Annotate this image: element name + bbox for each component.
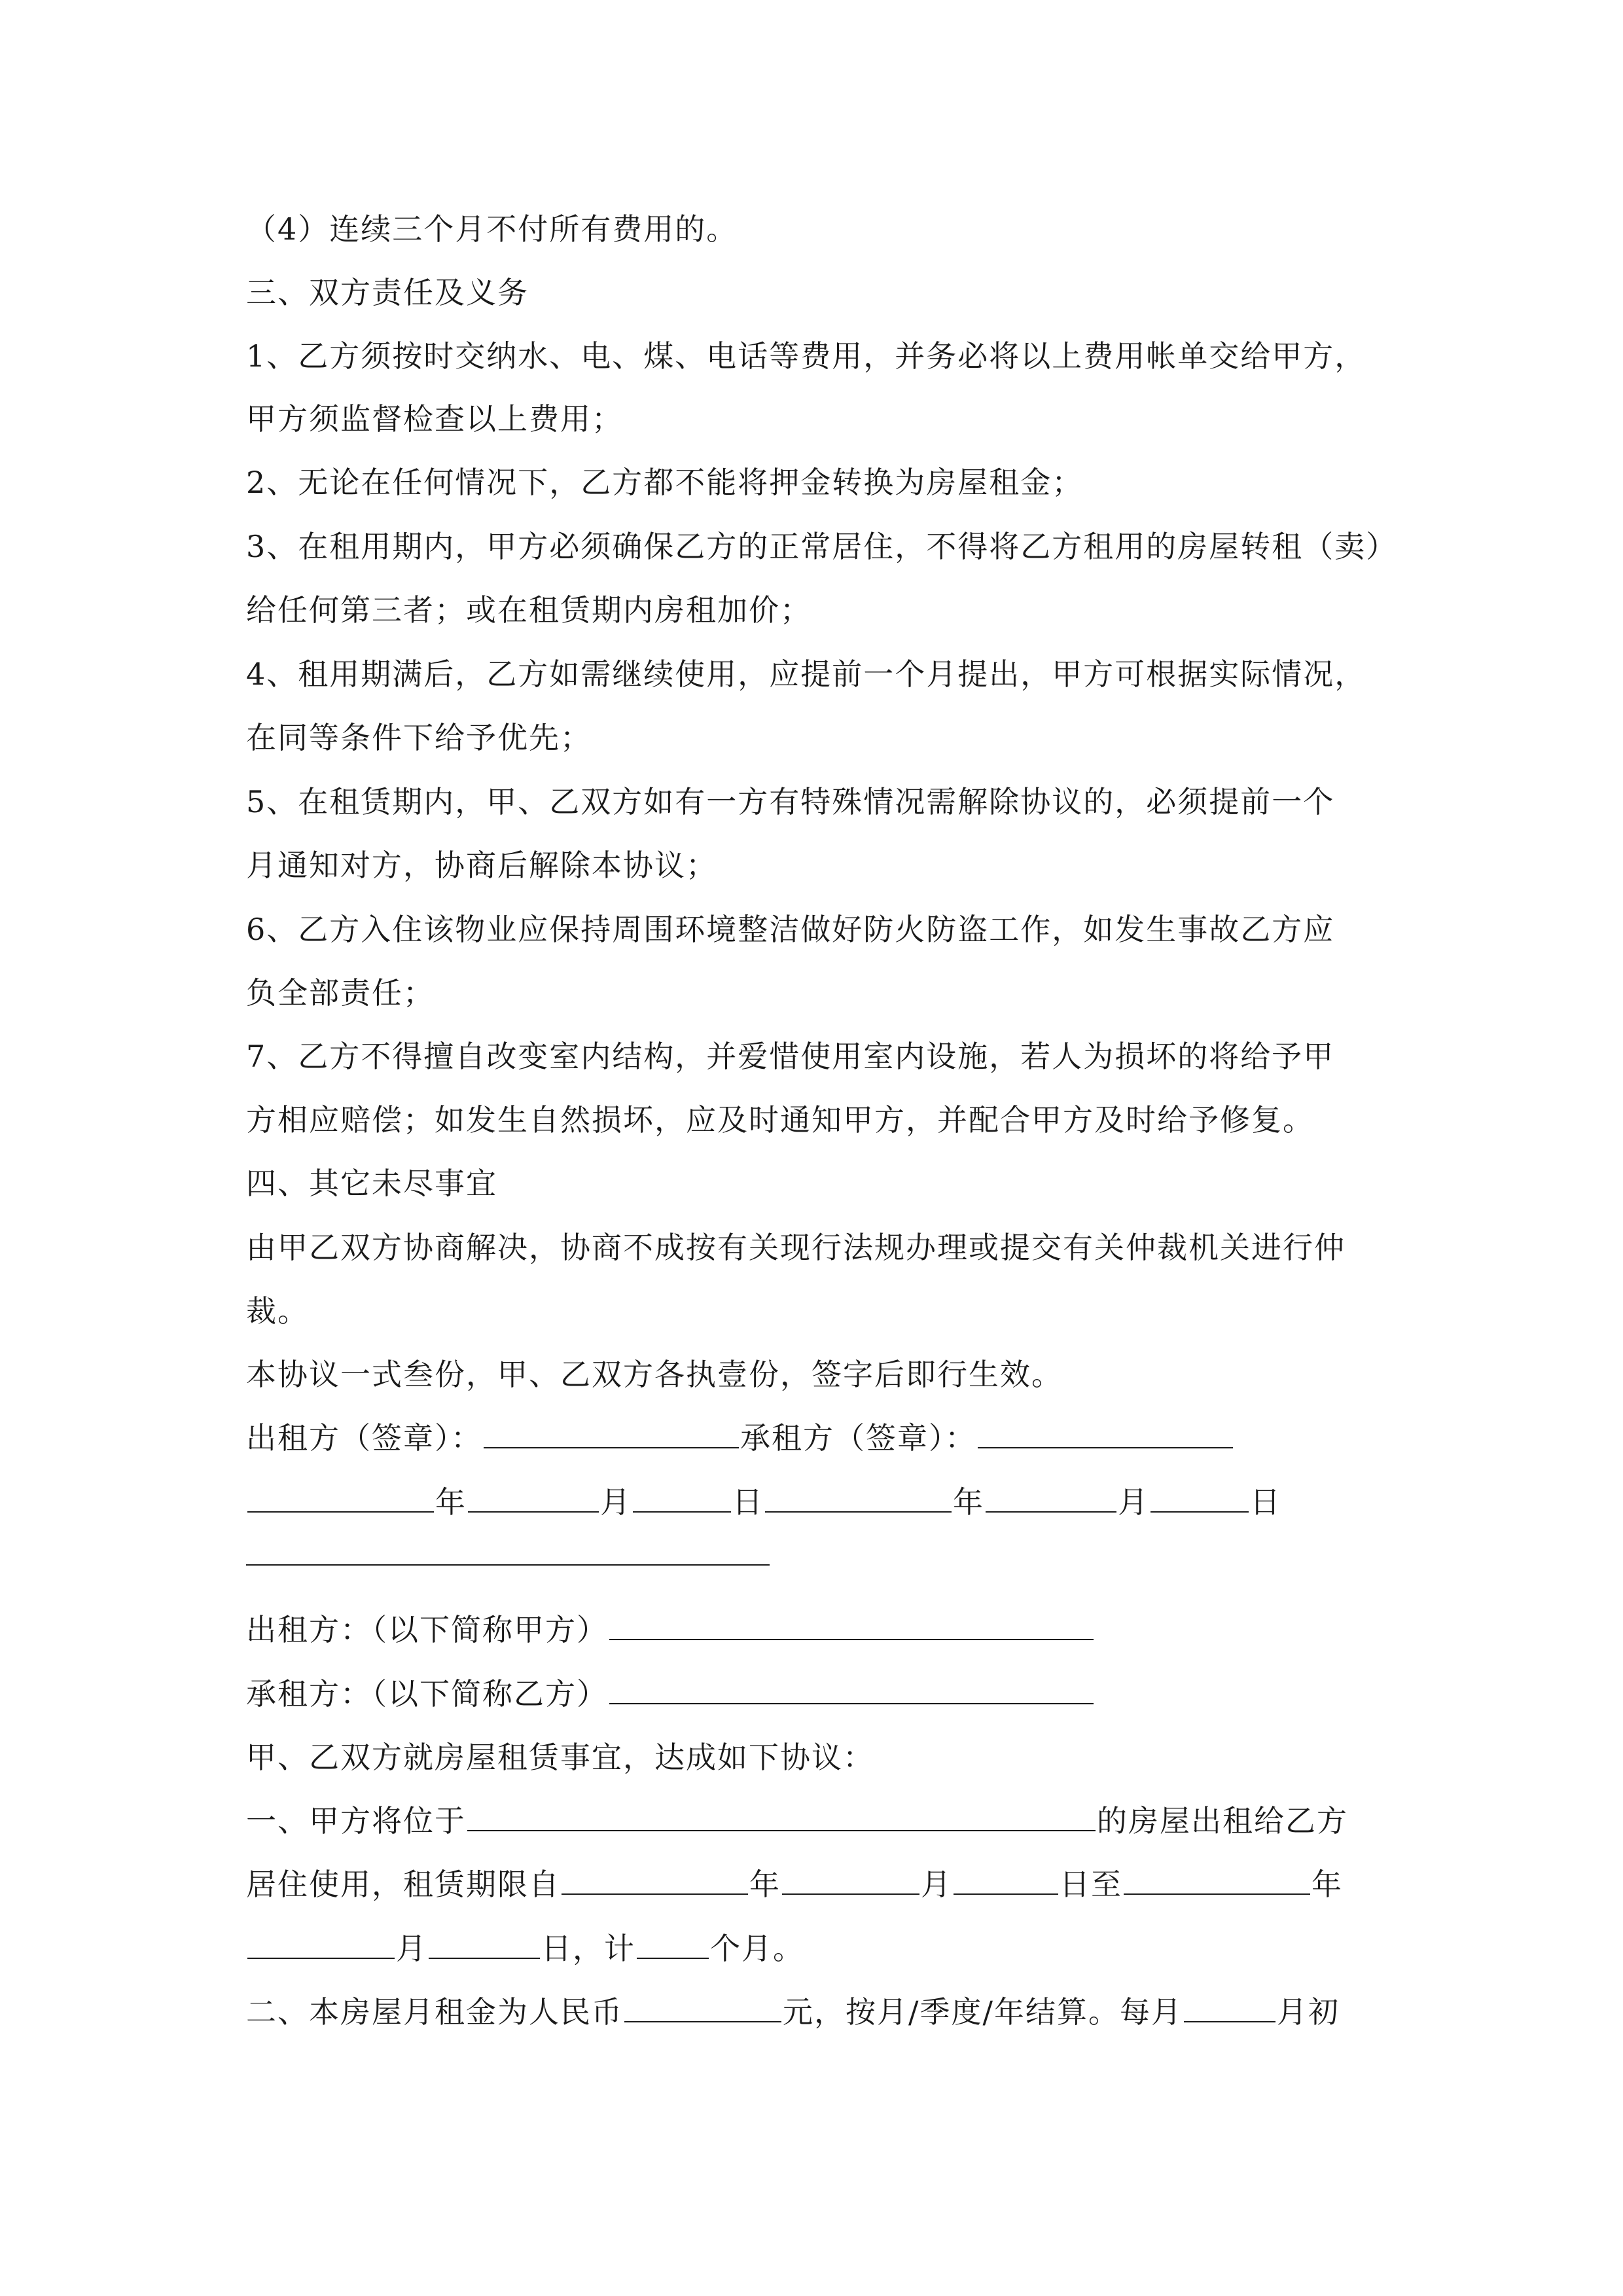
month-count-field[interactable] [637, 1925, 709, 1959]
lessor-year-field[interactable] [247, 1479, 434, 1513]
rent-amount-field[interactable] [624, 1988, 781, 2022]
year-label: 年 [435, 1484, 467, 1520]
lessee-sign-label: 承租方（签章）： [740, 1420, 976, 1456]
lease-term-label: 居住使用，租赁期限自 [246, 1867, 560, 1902]
text-line-6: 3、在租用期内，甲方必须确保乙方的正常居住，不得将乙方租用的房屋转租（卖） [246, 529, 1398, 564]
lessor-sign-field[interactable] [484, 1414, 739, 1448]
start-month-field[interactable] [782, 1861, 919, 1895]
agreement-intro: 甲、乙双方就房屋租赁事宜，达成如下协议： [246, 1740, 874, 1775]
lessee-year-field[interactable] [765, 1479, 952, 1513]
end-month-field[interactable] [247, 1925, 395, 1959]
day-count-label: 日，计 [541, 1931, 635, 1966]
day-label: 日 [732, 1484, 764, 1520]
year-label: 年 [953, 1484, 984, 1520]
start-year-field[interactable] [562, 1861, 748, 1895]
day-label: 日 [1250, 1484, 1281, 1520]
signature-line [246, 1412, 1234, 1464]
text-line-10: 5、在租赁期内，甲、乙双方如有一方有特殊情况需解除协议的，必须提前一个 [246, 784, 1335, 819]
rent-label: 二、本房屋月租金为人民币 [246, 1994, 623, 2030]
rent-settlement-text: 元，按月/季度/年结算。每月 [783, 1994, 1183, 2030]
text-line-14: 7、乙方不得擅自改变室内结构，并爱惜使用室内设施，若人为损坏的将给予甲 [246, 1039, 1335, 1074]
property-location-field[interactable] [467, 1797, 1096, 1831]
text-line-4: 甲方须监督检查以上费用； [246, 401, 623, 437]
text-line-13: 负全部责任； [246, 975, 435, 1011]
text-line-17: 由甲乙双方协商解决，协商不成按有关现行法规办理或提交有关仲裁机关进行仲 [246, 1230, 1346, 1265]
month-label: 月 [396, 1931, 427, 1966]
text-line-3: 1、乙方须按时交纳水、电、煤、电话等费用，并务必将以上费用帐单交给甲方， [246, 338, 1366, 374]
heading-section-4: 四、其它未尽事宜 [246, 1166, 497, 1201]
lessor-day-field[interactable] [633, 1479, 731, 1513]
lessor-intro-line [246, 1604, 1095, 1656]
text-line-19: 本协议一式叁份，甲、乙双方各执壹份，签字后即行生效。 [246, 1357, 1063, 1392]
text-line-9: 在同等条件下给予优先； [246, 720, 592, 755]
day-to-label: 日至 [1060, 1867, 1122, 1902]
clause-2-line-1 [246, 1986, 1340, 2038]
month-label: 月 [921, 1867, 952, 1902]
month-label: 月 [1118, 1484, 1149, 1520]
clause-1-line-2 [246, 1858, 1343, 1910]
lessee-month-field[interactable] [986, 1479, 1116, 1513]
lessor-name-field[interactable] [609, 1606, 1094, 1640]
end-year-field[interactable] [1124, 1861, 1310, 1895]
lessee-intro-line [246, 1668, 1095, 1720]
lessee-name-field[interactable] [609, 1670, 1094, 1704]
months-label: 个月。 [710, 1931, 804, 1966]
month-label: 月 [600, 1484, 632, 1520]
text-line-12: 6、乙方入住该物业应保持周围环境整洁做好防火防盗工作，如发生事故乙方应 [246, 912, 1335, 947]
year-label: 年 [749, 1867, 781, 1902]
text-line-11: 月通知对方，协商后解除本协议； [246, 848, 717, 883]
separator-rule [246, 1564, 770, 1566]
lessor-intro-label: 出租方：（以下简称甲方） [246, 1612, 608, 1647]
text-line-5: 2、无论在任何情况下，乙方都不能将押金转换为房屋租金； [246, 465, 1084, 500]
lessor-month-field[interactable] [468, 1479, 599, 1513]
month-start-label: 月初 [1277, 1994, 1340, 2030]
clause-1-label: 一、甲方将位于 [246, 1803, 466, 1839]
lessee-day-field[interactable] [1150, 1479, 1249, 1513]
clause-1-line-3 [246, 1922, 804, 1975]
clause-1-line-1 [246, 1795, 1348, 1847]
lessor-sign-label: 出租方（签章）： [246, 1420, 482, 1456]
text-line-18: 裁。 [246, 1293, 309, 1329]
start-day-field[interactable] [954, 1861, 1058, 1895]
lessee-sign-field[interactable] [978, 1414, 1233, 1448]
signature-date-line [246, 1476, 1281, 1528]
text-line-7: 给任何第三者；或在租赁期内房租加价； [246, 592, 812, 628]
payment-month-field[interactable] [1184, 1988, 1275, 2022]
text-line-15: 方相应赔偿；如发生自然损坏，应及时通知甲方，并配合甲方及时给予修复。 [246, 1102, 1314, 1138]
lessee-intro-label: 承租方：（以下简称乙方） [246, 1676, 608, 1712]
year-label: 年 [1311, 1867, 1343, 1902]
end-day-field[interactable] [429, 1925, 540, 1959]
text-line-1: （4）连续三个月不付所有费用的。 [246, 211, 738, 247]
heading-section-3: 三、双方责任及义务 [246, 275, 529, 310]
text-line-8: 4、租用期满后，乙方如需继续使用，应提前一个月提出，甲方可根据实际情况， [246, 656, 1366, 692]
clause-1-text: 的房屋出租给乙方 [1097, 1803, 1348, 1839]
